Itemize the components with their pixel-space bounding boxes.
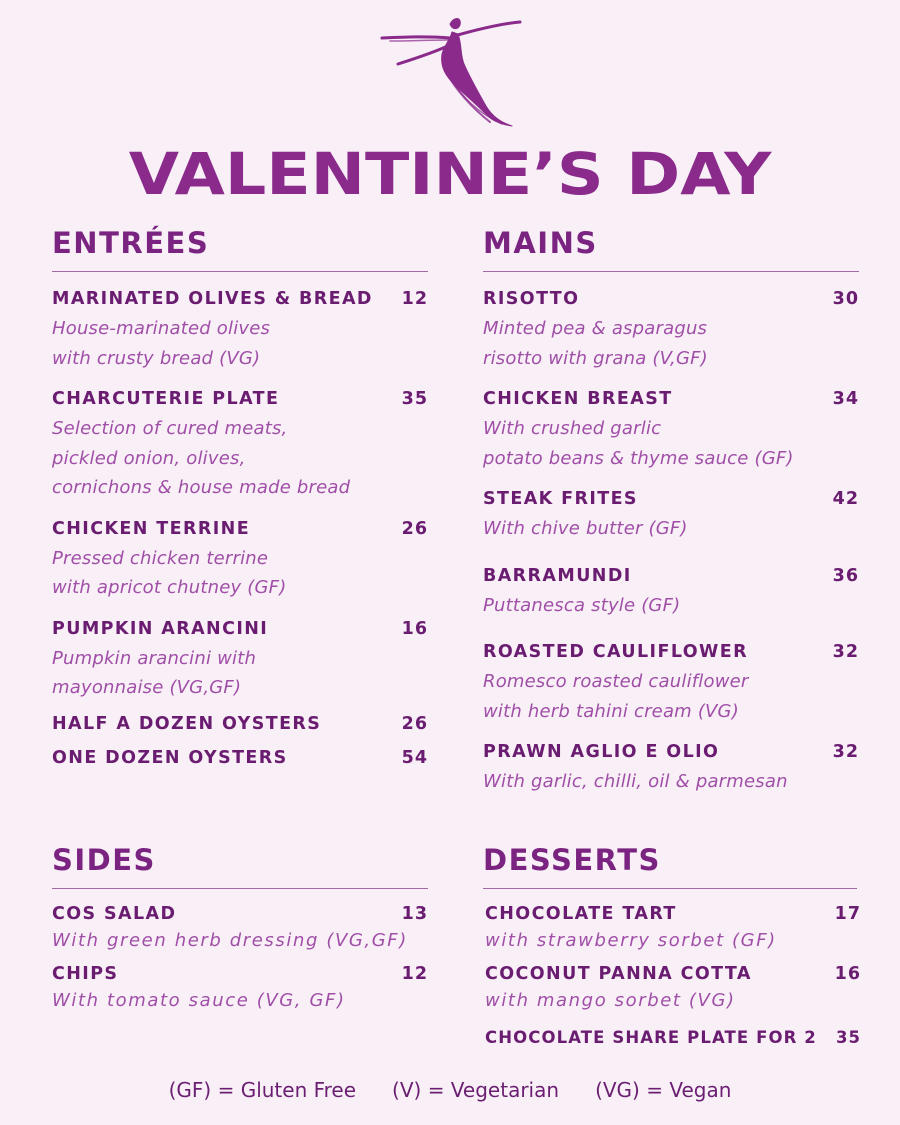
item-name: CHIPS <box>52 964 119 984</box>
item-name: RISOTTO <box>483 289 580 309</box>
menu-item-cos-salad <box>52 901 428 955</box>
menu-item-steak-frites <box>483 484 859 544</box>
item-name: CHICKEN TERRINE <box>52 518 251 539</box>
desserts-section <box>483 839 861 1051</box>
section-title-mains: MAINS <box>483 226 598 260</box>
menu-item-risotto <box>483 284 859 373</box>
item-description: With tomato sauce (VG, GF) <box>52 990 346 1011</box>
menu-item-roasted-cauliflower <box>483 637 859 726</box>
legend-vegetarian: (V) = Vegetarian <box>392 1078 560 1102</box>
item-price: 30 <box>832 289 859 309</box>
item-name: ONE DOZEN OYSTERS <box>52 747 288 768</box>
item-name: CHICKEN BREAST <box>483 389 673 409</box>
item-description: Selection of cured meats, pickled onion, olives, cornichons & house made bread <box>52 418 351 498</box>
item-name: CHOCOLATE TART <box>485 904 677 924</box>
item-price: 36 <box>832 565 859 586</box>
item-description: Pumpkin arancini with mayonnaise (VG,GF) <box>52 647 257 698</box>
menu-item-charcuterie <box>52 384 428 503</box>
item-name: COCONUT PANNA COTTA <box>485 964 752 984</box>
item-description: Minted pea & asparagus risotto with grana (V,GF) <box>483 318 708 369</box>
menu-item-half-dozen-oysters <box>52 709 428 739</box>
menu-item-chocolate-share-plate <box>483 1025 861 1051</box>
dietary-legend <box>0 1078 900 1102</box>
item-price: 32 <box>832 642 859 662</box>
item-description: With green herb dressing (VG,GF) <box>52 930 408 951</box>
sides-section <box>52 839 428 1015</box>
menu-item-dozen-oysters <box>52 743 428 773</box>
item-price: 13 <box>401 904 428 924</box>
item-price: 35 <box>836 1028 861 1047</box>
item-description: With chive butter (GF) <box>483 518 688 539</box>
item-name: PRAWN AGLIO E OLIO <box>483 742 720 762</box>
legend-gluten-free: (GF) = Gluten Free <box>168 1078 357 1102</box>
item-price: 54 <box>401 747 428 768</box>
menu-item-pumpkin-arancini <box>52 614 428 703</box>
menu-item-chips <box>52 961 428 1015</box>
item-price: 12 <box>401 964 428 984</box>
menu-item-prawn-aglio <box>483 737 859 797</box>
legend-vegan: (VG) = Vegan <box>595 1078 732 1102</box>
item-name: ROASTED CAULIFLOWER <box>483 642 748 662</box>
item-description: with mango sorbet (VG) <box>485 990 736 1011</box>
item-name: CHARCUTERIE PLATE <box>52 389 280 409</box>
item-description: with strawberry sorbet (GF) <box>485 930 777 951</box>
entrees-section <box>52 222 428 773</box>
menu-item-chicken-breast <box>483 384 859 473</box>
menu-item-chocolate-tart <box>483 901 861 955</box>
item-price: 12 <box>401 289 428 309</box>
item-description: With crushed garlic potato beans & thyme sauce (GF) <box>483 418 794 469</box>
item-price: 26 <box>401 713 428 734</box>
section-divider <box>483 888 857 889</box>
item-name: PUMPKIN ARANCINI <box>52 618 269 639</box>
item-price: 17 <box>834 904 861 924</box>
section-title-sides: SIDES <box>52 843 156 877</box>
item-description: House-marinated olives with crusty bread (VG) <box>52 318 271 369</box>
item-price: 34 <box>832 389 859 409</box>
menu-item-marinated-olives <box>52 284 428 373</box>
item-description: Puttanesca style (GF) <box>483 594 681 616</box>
item-name: COS SALAD <box>52 904 177 924</box>
item-price: 35 <box>401 389 428 409</box>
dancer-logo-icon <box>380 12 525 130</box>
item-price: 32 <box>832 742 859 762</box>
menu-item-chicken-terrine <box>52 514 428 603</box>
item-name: MARINATED OLIVES & BREAD <box>52 289 373 309</box>
item-price: 16 <box>834 964 861 984</box>
section-title-desserts: DESSERTS <box>483 843 661 877</box>
item-price: 42 <box>832 489 859 509</box>
item-description: With garlic, chilli, oil & parmesan <box>483 771 788 792</box>
item-description: Pressed chicken terrine with apricot chutney (GF) <box>52 547 287 598</box>
menu-item-coconut-panna-cotta <box>483 961 861 1015</box>
menu-item-barramundi <box>483 561 859 621</box>
section-divider <box>483 271 859 272</box>
mains-section <box>483 222 859 797</box>
item-name: HALF A DOZEN OYSTERS <box>52 713 322 734</box>
page-title: VALENTINE’S DAY <box>128 140 772 208</box>
section-divider <box>52 888 428 889</box>
item-price: 26 <box>401 518 428 539</box>
section-divider <box>52 271 428 272</box>
item-name: BARRAMUNDI <box>483 565 632 586</box>
item-price: 16 <box>401 618 428 639</box>
item-name: STEAK FRITES <box>483 489 638 509</box>
item-description: Romesco roasted cauliflower with herb tahini cream (VG) <box>483 671 749 722</box>
section-title-entrees: ENTRÉES <box>52 226 210 260</box>
item-name: CHOCOLATE SHARE PLATE FOR 2 <box>485 1028 817 1047</box>
